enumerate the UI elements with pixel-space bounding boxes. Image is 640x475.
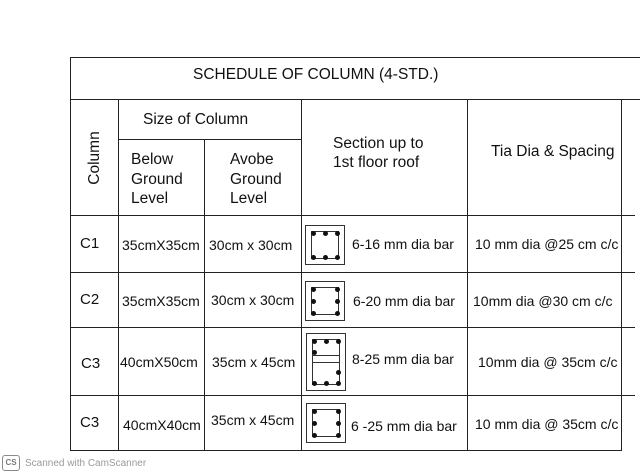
table-line-row1-top	[70, 215, 635, 216]
row3-column: C3	[81, 355, 101, 372]
row3-bars: 8-25 mm dia bar	[352, 351, 454, 367]
table-title: SCHEDULE OF COLUMN (4-STD.)	[193, 66, 439, 83]
row3-section-diagram	[306, 333, 346, 391]
row2-column: C2	[80, 291, 100, 308]
row2-below: 35cmX35cm	[122, 293, 200, 309]
row3-tie: 10mm dia @ 35cm c/c	[478, 354, 618, 370]
table-line-col4	[467, 99, 468, 450]
header-below-ground-2: Ground	[131, 171, 183, 188]
row4-section-diagram	[306, 403, 346, 443]
row1-bars: 6-16 mm dia bar	[352, 236, 454, 252]
row1-section-diagram	[305, 225, 345, 265]
table-line-left	[70, 57, 71, 450]
header-above-ground-2: Ground	[230, 171, 282, 188]
table-line-col3	[301, 99, 302, 450]
table-line-header-top	[70, 99, 640, 100]
table-line-top	[70, 57, 640, 58]
row2-tie: 10mm dia @30 cm c/c	[473, 293, 613, 309]
row2-above: 30cm x 30cm	[211, 292, 295, 308]
row1-below: 35cmX35cm	[122, 237, 200, 253]
row4-column: C3	[80, 414, 100, 431]
row4-below: 40cmX40cm	[123, 417, 201, 433]
row2-bars: 6-20 mm dia bar	[353, 293, 455, 309]
header-below-ground-1: Below	[131, 151, 174, 168]
row3-above: 35cm x 45cm	[212, 354, 296, 370]
table-line-bottom	[70, 450, 622, 451]
header-tie-spacing: Tia Dia & Spacing	[491, 143, 615, 160]
row4-tie: 10 mm dia @ 35cm c/c	[475, 416, 619, 432]
row1-tie: 10 mm dia @25 cm c/c	[475, 236, 619, 252]
header-section-1: Section up to	[333, 135, 424, 152]
table-line-row3-top	[70, 327, 635, 328]
table-line-col1	[118, 99, 119, 450]
table-line-size-sub	[118, 139, 301, 140]
table-line-col2	[204, 139, 205, 450]
header-size-of-column: Size of Column	[143, 111, 249, 128]
row4-above: 35cm x 45cm	[211, 412, 295, 428]
row3-below: 40cmX50cm	[120, 354, 198, 370]
header-column: Column	[86, 131, 103, 185]
row4-bars: 6 -25 mm dia bar	[351, 418, 457, 434]
header-section-2: 1st floor roof	[333, 154, 420, 171]
table-line-row2-top	[70, 272, 635, 273]
camscanner-text: Scanned with CamScanner	[25, 457, 147, 469]
row1-column: C1	[80, 235, 100, 252]
header-above-ground-3: Level	[230, 190, 268, 207]
header-below-ground-3: Level	[131, 190, 169, 207]
table-line-right	[621, 99, 622, 450]
row1-above: 30cm x 30cm	[209, 237, 293, 253]
header-above-ground-1: Avobe	[230, 151, 274, 168]
camscanner-logo-icon: CS	[2, 455, 20, 471]
camscanner-watermark	[2, 455, 146, 471]
table-line-row4-top	[70, 395, 635, 396]
row2-section-diagram	[305, 281, 345, 321]
